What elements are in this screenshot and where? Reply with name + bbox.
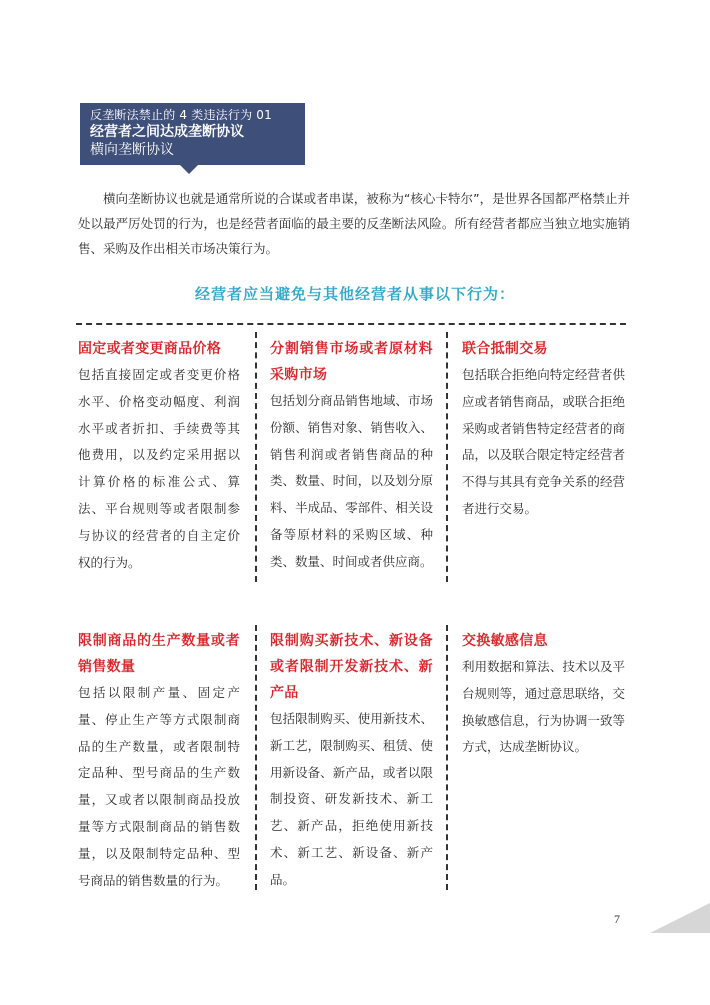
list-item <box>462 336 625 523</box>
column-divider <box>255 625 257 890</box>
list-item <box>462 628 625 761</box>
item-title: 限制商品的生产数量或者销售数量 <box>78 633 240 675</box>
item-title: 交换敏感信息 <box>462 633 548 649</box>
item-title: 分割销售市场或者原材料采购市场 <box>270 341 433 383</box>
page-corner <box>650 903 710 933</box>
list-item <box>78 628 240 894</box>
item-body: 包括联合拒绝向特定经营者供应或者销售商品，或联合拒绝采购或者销售特定经营者的商品，以及联合限定特定经营者不得与其具有竞争关系的经营者进行交易。 <box>462 367 625 516</box>
item-body: 利用数据和算法、技术以及平台规则等，通过意思联络，交换敏感信息，行为协调一致等方式，达成垄断协议。 <box>462 659 625 755</box>
section-subtitle: 反垄断法禁止的 4 类违法行为 01 <box>90 108 272 122</box>
item-title: 限制购买新技术、新设备或者限制开发新技术、新产品 <box>270 633 433 701</box>
item-body: 包括以限制产量、固定产量、停止生产等方式限制商品的生产数量，或者限制特定品种、型号商品的生产数量，又或者以限制商品投放量等方式限制商品的销售数量，以及限制特定品种、型号商品的销售数量的行为。 <box>78 685 240 888</box>
header-notch <box>180 165 198 174</box>
top-divider <box>76 323 626 325</box>
list-item <box>78 336 240 576</box>
page-number: 7 <box>614 912 620 926</box>
list-item <box>270 336 433 576</box>
column-divider <box>255 332 257 582</box>
item-body: 包括划分商品销售地域、市场份额、销售对象、销售收入、销售利润或者销售商品的种类、数量、时间，以及划分原料、半成品、零部件、相关设备等原材料的采购区域、种类、数量、时间或者供应商。 <box>270 393 433 569</box>
section-subtitle-2: 横向垄断协议 <box>90 142 174 158</box>
column-divider <box>446 625 448 890</box>
item-title: 固定或者变更商品价格 <box>78 341 221 357</box>
section-title: 经营者之间达成垄断协议 <box>90 124 244 140</box>
item-title: 联合抵制交易 <box>462 341 548 357</box>
item-body: 包括直接固定或者变更价格水平、价格变动幅度、利润水平或者折扣、手续费等其他费用，以及约定采用据以计算价格的标准公式、算法、平台规则等或者限制参与协议的经营者的自主定价权的行为。 <box>78 367 240 570</box>
column-divider <box>446 332 448 582</box>
item-body: 包括限制购买、使用新技术、新工艺，限制购买、租赁、使用新设备、新产品，或者以限制投资、研发新技术、新工艺、新产品，拒绝使用新技术、新工艺、新设备、新产品。 <box>270 711 433 887</box>
intro-paragraph: 横向垄断协议也就是通常所说的合谋或者串谋，被称为“核心卡特尔”，是世界各国都严格禁止并处以最严厉处罚的行为，也是经营者面临的最主要的反垄断法风险。所有经营者都应当独立地实施销售、采购及作出相关市场决策行为。 <box>78 191 630 256</box>
list-item <box>270 628 433 894</box>
list-heading: 经营者应当避免与其他经营者从事以下行为： <box>194 285 515 303</box>
section-header <box>80 103 305 165</box>
